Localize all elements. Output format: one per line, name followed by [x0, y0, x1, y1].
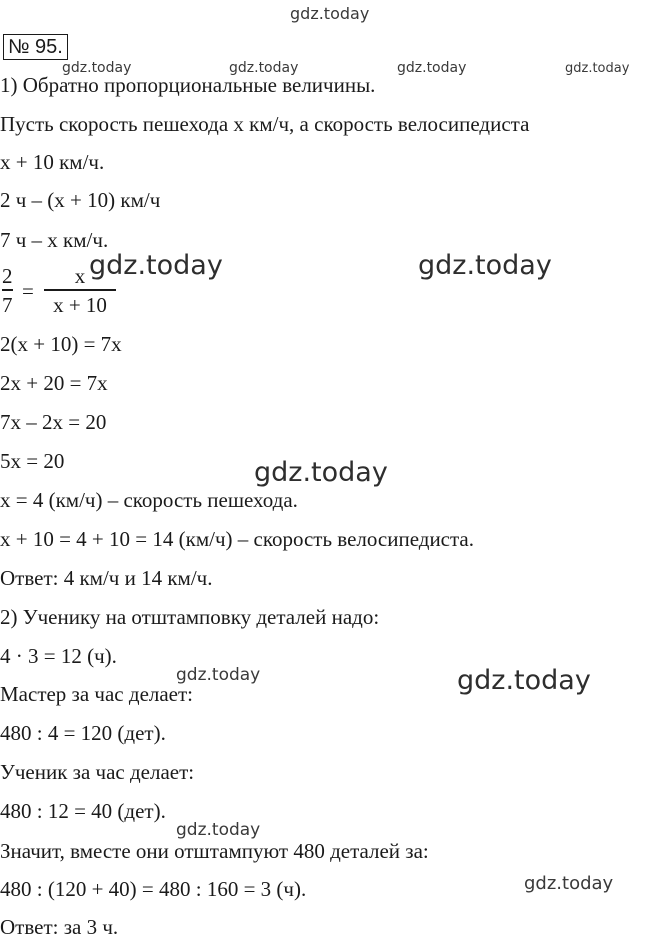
text-line: x + 10 км/ч.	[0, 150, 105, 174]
text-line: 1) Обратно пропорциональные величины.	[0, 73, 376, 97]
text-line: Пусть скорость пешехода x км/ч, а скорость велосипедиста	[0, 112, 530, 136]
fraction-equals: =	[22, 279, 34, 303]
text-line: Ответ: 4 км/ч и 14 км/ч.	[0, 566, 213, 590]
text-line: Ответ: за 3 ч.	[0, 915, 119, 939]
text-line: 2 ч – (x + 10) км/ч	[0, 188, 161, 212]
watermark-header: gdz.today	[290, 4, 370, 23]
watermark: gdz.today	[176, 820, 261, 840]
fraction-bar	[2, 289, 13, 291]
fraction-numerator: x	[74, 264, 86, 288]
text-line: 480 : 12 = 40 (дет).	[0, 799, 166, 823]
watermark: gdz.today	[62, 60, 132, 76]
text-line: 2x + 20 = 7x	[0, 371, 108, 395]
text-line: x + 10 = 4 + 10 = 14 (км/ч) – скорость велосипедиста.	[0, 527, 475, 551]
text-line: 5x = 20	[0, 449, 65, 473]
text-line: Значит, вместе они отштампуют 480 деталей за:	[0, 839, 429, 863]
text-line: x = 4 (км/ч) – скорость пешехода.	[0, 488, 298, 512]
watermark: gdz.today	[457, 665, 591, 696]
watermark: gdz.today	[418, 250, 552, 281]
fraction-bar	[44, 289, 116, 291]
fraction-numerator: 2	[2, 264, 13, 288]
watermark: gdz.today	[565, 61, 630, 76]
text-line: Ученик за час делает:	[0, 760, 195, 784]
text-line: 7 ч – x км/ч.	[0, 228, 109, 252]
fraction-denominator: 7	[2, 292, 13, 317]
text-line: 7x – 2x = 20	[0, 410, 107, 434]
text-line: 2(x + 10) = 7x	[0, 332, 122, 356]
watermark: gdz.today	[229, 60, 299, 76]
fraction-denominator: x + 10	[53, 292, 107, 317]
problem-number: № 95.	[3, 34, 68, 60]
text-line: Мастер за час делает:	[0, 682, 194, 706]
text-line: 4 · 3 = 12 (ч).	[0, 644, 117, 668]
watermark: gdz.today	[176, 665, 261, 685]
watermark: gdz.today	[89, 250, 223, 281]
fraction-left	[2, 264, 13, 317]
text-line: 480 : (120 + 40) = 480 : 160 = 3 (ч).	[0, 877, 307, 901]
text-line: 480 : 4 = 120 (дет).	[0, 721, 166, 745]
watermark: gdz.today	[524, 873, 614, 894]
watermark: gdz.today	[254, 457, 388, 488]
text-line: 2) Ученику на отштамповку деталей надо:	[0, 605, 380, 629]
watermark: gdz.today	[397, 60, 467, 76]
